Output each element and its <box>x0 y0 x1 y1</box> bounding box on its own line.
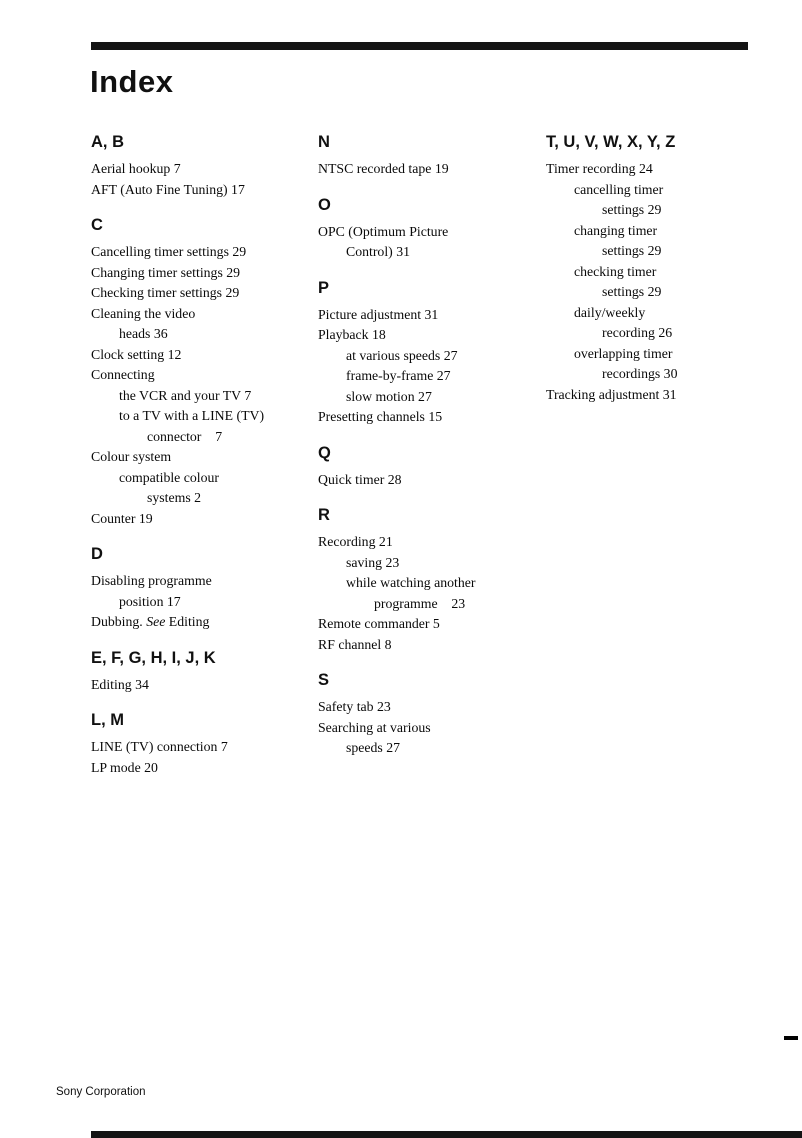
section-letter-heading: R <box>318 506 330 524</box>
index-entry-line: Control) 31 <box>346 244 410 259</box>
index-entry-line: Quick timer 28 <box>318 471 402 487</box>
section-letter-heading: P <box>318 278 330 297</box>
index-entry-line: RF channel 8 <box>318 636 392 652</box>
index-entry-line: systems 2 <box>147 490 202 505</box>
index-entry-line: NTSC recorded tape 19 <box>318 161 449 176</box>
index-entry-line: daily/weekly <box>574 304 646 320</box>
index-entry-line: saving 23 <box>346 554 400 570</box>
index-entry-line: Tracking adjustment 31 <box>546 386 677 402</box>
index-entry-line: checking timer <box>574 263 657 279</box>
index-entry-line: Remote commander 5 <box>318 616 440 631</box>
section-letter-heading: A, B <box>91 133 124 151</box>
top-rule <box>91 42 748 50</box>
entry-text: Editing <box>165 614 210 629</box>
index-entry-line: the VCR and your TV 7 <box>119 387 252 403</box>
index-entry-line: settings 29 <box>602 202 662 217</box>
index-entry-line: Counter 19 <box>91 510 153 526</box>
section-letter-heading: T, U, V, W, X, Y, Z <box>546 133 676 151</box>
index-entry-line: Cleaning the video <box>91 305 196 321</box>
index-entry-line: recording 26 <box>602 325 673 340</box>
index-entry-line: Colour system <box>91 449 172 464</box>
index-entry-line: changing timer <box>574 222 658 238</box>
index-entry-line: AFT (Auto Fine Tuning) 17 <box>91 181 245 197</box>
entry-italic-text: See <box>146 614 166 629</box>
index-entry-line: frame-by-frame 27 <box>346 368 451 383</box>
index-entry-line: Disabling programme <box>91 573 212 588</box>
index-entry-line: connector 7 <box>147 428 223 444</box>
index-entry-line: Presetting channels 15 <box>318 409 443 424</box>
index-column-3 <box>546 132 802 778</box>
index-entry-line: OPC (Optimum Picture <box>318 223 449 239</box>
index-entry-line: Searching at various <box>318 719 431 735</box>
index-entry-line: while watching another <box>346 575 476 590</box>
index-entry-line: Playback 18 <box>318 327 386 342</box>
entry-text: Dubbing. <box>91 614 147 629</box>
index-entry-line: Editing 34 <box>91 676 149 692</box>
index-entry-line: programme 23 <box>374 595 466 611</box>
index-entry-line: LP mode 20 <box>91 759 158 775</box>
index-entry-line: cancelling timer <box>574 181 664 197</box>
section-letter-heading: E, F, G, H, I, J, K <box>91 648 216 667</box>
index-entry-line: recordings 30 <box>602 366 678 381</box>
index-columns <box>91 132 802 778</box>
index-entry-line: settings 29 <box>602 284 662 299</box>
index-entry-line: Safety tab 23 <box>318 699 391 714</box>
index-entry-line: Timer recording 24 <box>546 161 653 176</box>
index-entry-line: position 17 <box>119 593 181 609</box>
index-entry-line: compatible colour <box>119 469 219 485</box>
section-letter-heading: S <box>318 671 330 689</box>
index-entry-line: Recording 21 <box>318 534 393 549</box>
section-letter-heading: D <box>91 545 103 563</box>
section-letter-heading: Q <box>318 443 331 462</box>
index-entry-line: Connecting <box>91 367 155 382</box>
section-letter-heading: N <box>318 133 330 151</box>
index-entry-line <box>91 612 318 633</box>
index-entry-line: overlapping timer <box>574 345 673 361</box>
crop-mark <box>784 1036 798 1040</box>
page-title: Index <box>90 64 174 99</box>
index-entry-line: Cancelling timer settings 29 <box>91 244 247 259</box>
index-entry-line: Aerial hookup 7 <box>91 161 181 176</box>
index-entry-line: slow motion 27 <box>346 388 432 404</box>
section-letter-heading: L, M <box>91 711 124 729</box>
index-entry-line: LINE (TV) connection 7 <box>91 739 228 754</box>
bottom-rule <box>91 1131 802 1138</box>
index-entry-line: Picture adjustment 31 <box>318 306 439 322</box>
index-entry-line: Changing timer settings 29 <box>91 264 241 280</box>
index-entry-line: heads 36 <box>119 326 168 341</box>
index-entry-line: at various speeds 27 <box>346 347 458 363</box>
index-entry-line: Checking timer settings 29 <box>91 285 240 300</box>
section-letter-heading: C <box>91 216 103 234</box>
index-entry-line: speeds 27 <box>346 740 401 755</box>
index-column-1 <box>91 132 318 778</box>
index-entry-line: settings 29 <box>602 243 662 258</box>
section-letter-heading: O <box>318 195 331 214</box>
index-column-2 <box>318 132 546 778</box>
index-entry-line: to a TV with a LINE (TV) <box>119 408 265 423</box>
index-entry-line: Clock setting 12 <box>91 346 182 362</box>
footer-text: Sony Corporation <box>56 1086 146 1098</box>
